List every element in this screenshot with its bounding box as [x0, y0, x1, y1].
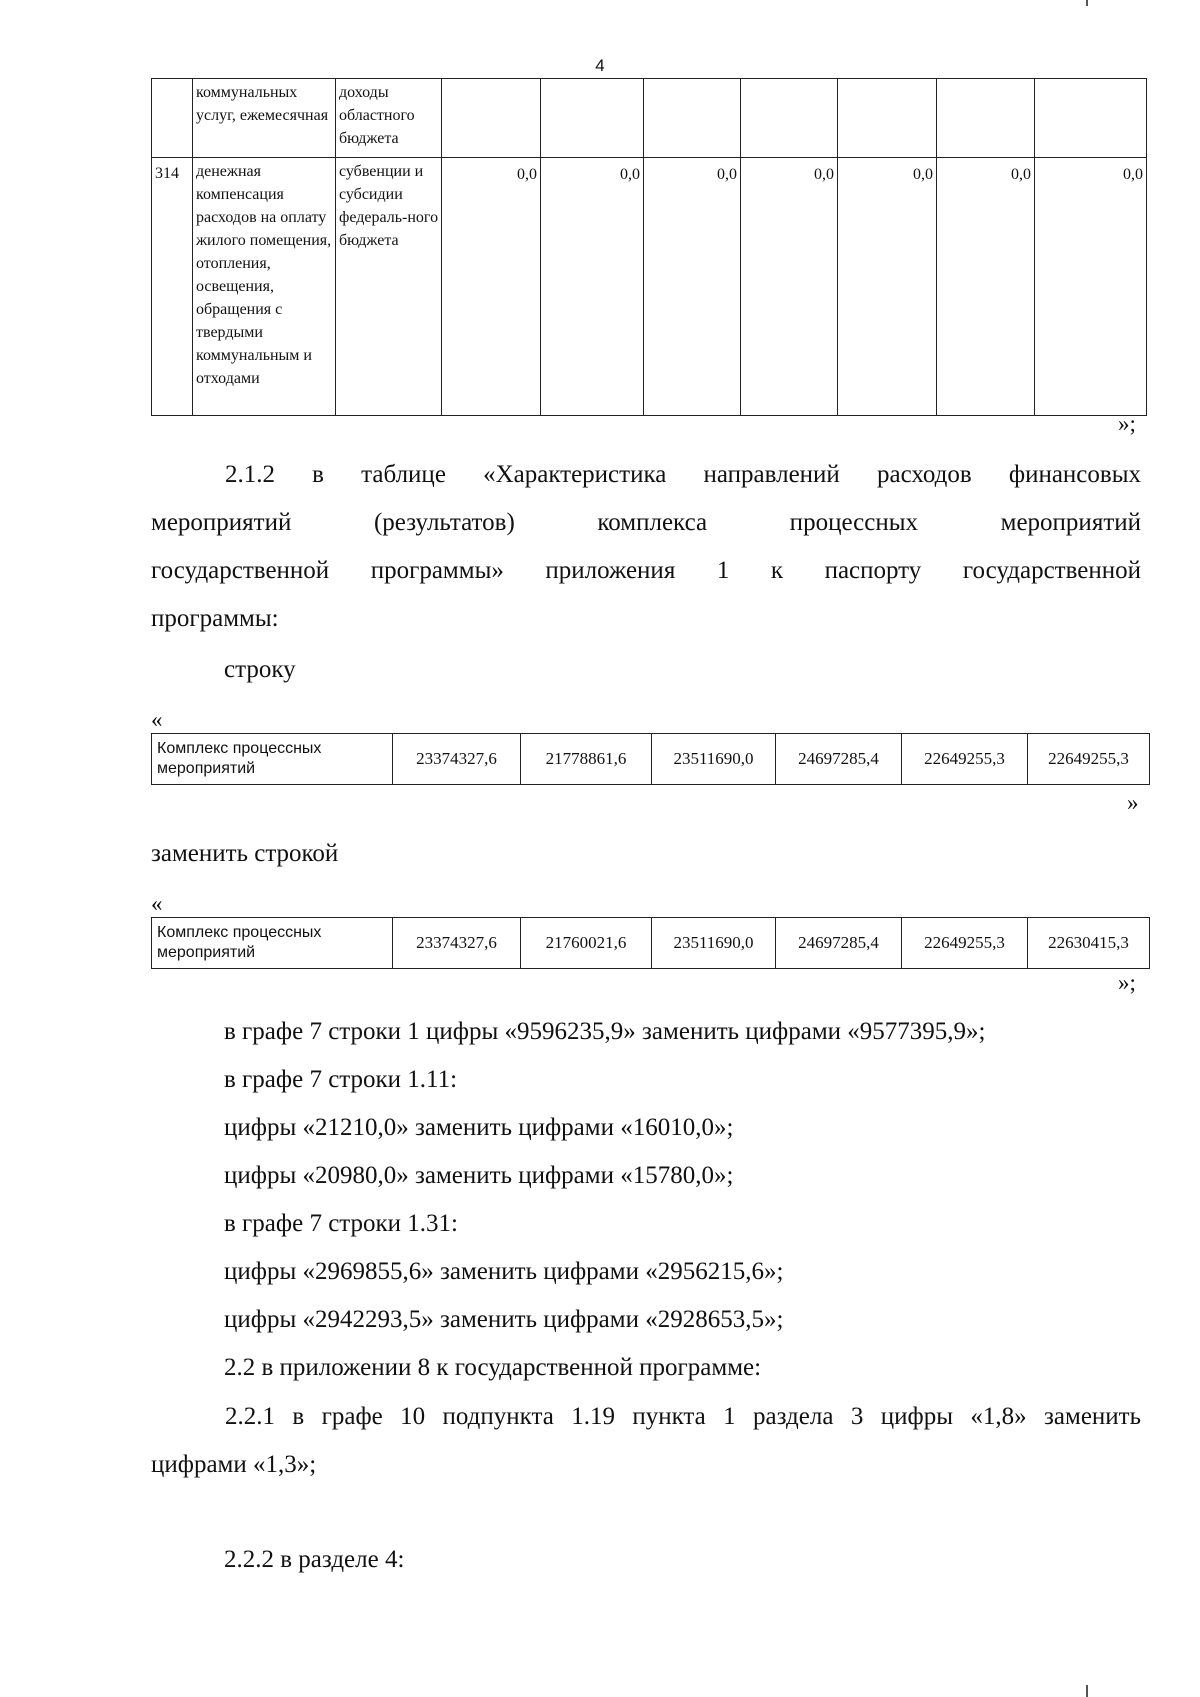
paragraph-2-2-1: [151, 1393, 1141, 1489]
new-row-table: [151, 917, 1150, 969]
text-line: цифры «2969855,6» заменить цифрами «2956215,6»;: [224, 1258, 784, 1285]
value-cell: [442, 79, 541, 158]
text-line: в графе 7 строки 1 цифры «9596235,9» заменить цифрами «9577395,9»;: [224, 1018, 986, 1045]
value-cell: [937, 79, 1035, 158]
value-cell: 23511690,0: [652, 918, 776, 969]
row-label-cell: Комплекс процессных мероприятий: [152, 734, 393, 785]
text-line: цифры «20980,0» заменить цифрами «15780,0»;: [224, 1162, 734, 1189]
measure-name-cell: денежная компенсация расходов на оплату жилого помещения, отопления, освещения, обращения с твердыми коммунальным и отходами: [193, 158, 336, 416]
text-line: в графе 7 строки 1.31:: [224, 1210, 458, 1237]
closing-quote: »;: [1118, 970, 1136, 995]
value-cell: [644, 79, 741, 158]
paragraph-line: цифрами «1,3»;: [151, 1451, 317, 1478]
row-number-cell: [152, 79, 193, 158]
scan-edge-mark: [1086, 1685, 1088, 1697]
opening-quote: «: [151, 891, 163, 916]
stroku-label: строку: [224, 656, 296, 683]
value-cell: 23511690,0: [652, 734, 776, 785]
table-row: [152, 918, 1150, 969]
value-cell: 0,0: [442, 158, 541, 416]
paragraph-line: программы:: [151, 605, 279, 632]
value-cell: 22649255,3: [1028, 734, 1150, 785]
zamenit-strokoy-label: заменить строкой: [151, 840, 339, 867]
text-line: цифры «2942293,5» заменить цифрами «2928653,5»;: [224, 1306, 784, 1333]
table-row: [152, 734, 1150, 785]
value-cell: 22649255,3: [902, 918, 1028, 969]
value-cell: [838, 79, 937, 158]
value-cell: 23374327,6: [393, 918, 521, 969]
text-line: цифры «21210,0» заменить цифрами «16010,0»;: [224, 1114, 734, 1141]
opening-quote: «: [151, 707, 163, 732]
text-line: в графе 7 строки 1.11:: [224, 1066, 458, 1093]
value-cell: 0,0: [838, 158, 937, 416]
text-line: 2.2.2 в разделе 4:: [224, 1546, 405, 1573]
value-cell: [1035, 79, 1147, 158]
value-cell: 24697285,4: [776, 734, 902, 785]
scan-edge-mark: [1086, 0, 1088, 6]
value-cell: 22630415,3: [1028, 918, 1150, 969]
budget-table-fragment: [151, 78, 1147, 416]
value-cell: 22649255,3: [902, 734, 1028, 785]
table-row: [152, 158, 1147, 416]
value-cell: 0,0: [541, 158, 644, 416]
paragraph-line: 2.1.2 в таблице «Характеристика направлений расходов финансовых: [225, 461, 1141, 488]
value-cell: 21778861,6: [521, 734, 652, 785]
text-line: 2.2 в приложении 8 к государственной программе:: [224, 1354, 762, 1381]
value-cell: 23374327,6: [393, 734, 521, 785]
value-cell: 0,0: [937, 158, 1035, 416]
value-cell: [541, 79, 644, 158]
funding-source-cell: доходы областного бюджета: [336, 79, 442, 158]
paragraph-line: государственной программы» приложения 1 к паспорту государственной: [151, 557, 1141, 584]
paragraph-line: мероприятий (результатов) комплекса процессных мероприятий: [151, 509, 1141, 536]
measure-name-cell: коммунальных услуг, ежемесячная: [193, 79, 336, 158]
closing-quote: »;: [1118, 411, 1136, 436]
value-cell: [741, 79, 838, 158]
row-label-cell: Комплекс процессных мероприятий: [152, 918, 393, 969]
value-cell: 0,0: [741, 158, 838, 416]
row-number-cell: 314: [152, 158, 193, 416]
value-cell: 21760021,6: [521, 918, 652, 969]
paragraph-line: 2.2.1 в графе 10 подпункта 1.19 пункта 1 раздела 3 цифры «1,8» заменить: [225, 1403, 1141, 1430]
closing-quote: »: [1127, 790, 1139, 815]
old-row-table: [151, 733, 1150, 785]
funding-source-cell: субвенции и субсидии федераль-ного бюджета: [336, 158, 442, 416]
table-row: [152, 79, 1147, 158]
page-number: 4: [595, 56, 605, 75]
value-cell: 0,0: [1035, 158, 1147, 416]
value-cell: 24697285,4: [776, 918, 902, 969]
value-cell: 0,0: [644, 158, 741, 416]
paragraph-2-1-2: [151, 451, 1141, 643]
